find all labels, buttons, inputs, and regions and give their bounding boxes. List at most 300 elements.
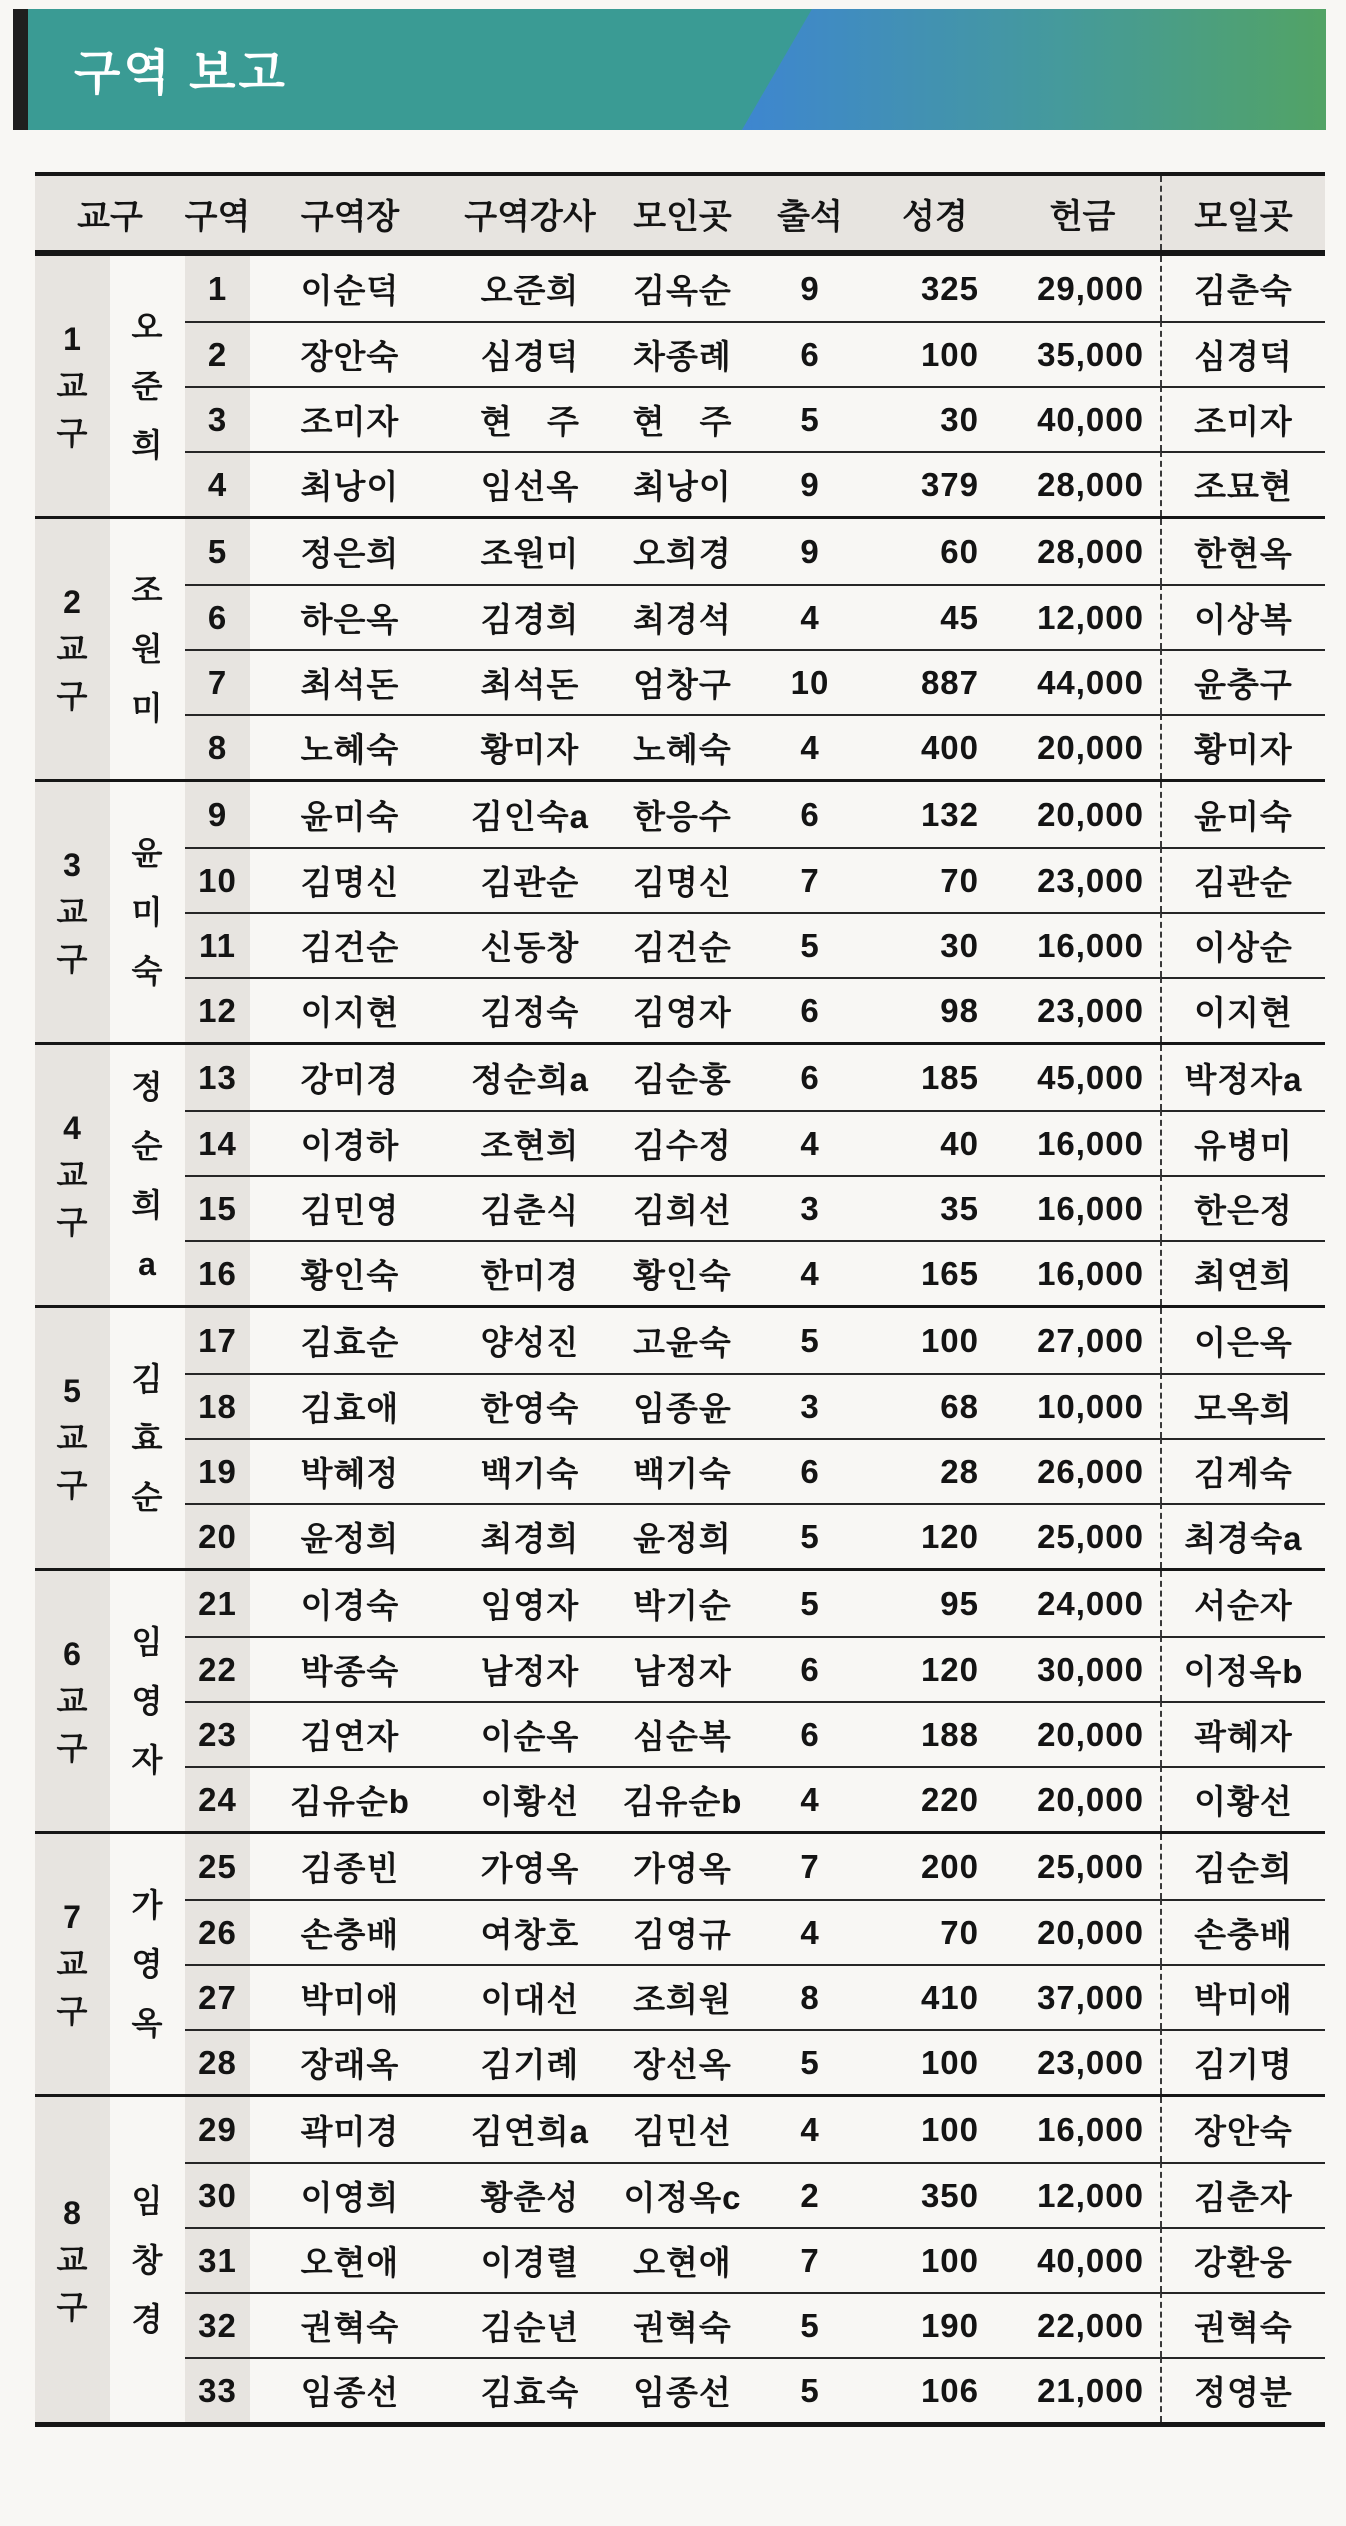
cell-district-leader: 강미경 bbox=[300, 1061, 400, 1098]
cell-district-no: 11 bbox=[185, 912, 250, 977]
col-header-attendance: 출석 bbox=[777, 197, 843, 236]
cell-district-no: 21 bbox=[185, 1571, 250, 1636]
cell-district-no: 30 bbox=[185, 2162, 250, 2227]
cell-attendance: 5 bbox=[800, 1321, 820, 1359]
cell-offering: 22,000 bbox=[1005, 2292, 1160, 2357]
cell-bible: 28 bbox=[865, 1438, 1005, 1503]
cell-bible: 132 bbox=[920, 795, 979, 833]
cell-district-no: 10 bbox=[185, 847, 250, 912]
cell-offering: 16,000 bbox=[1037, 2110, 1144, 2148]
cell-meeting-place: 임종선 bbox=[610, 2357, 755, 2422]
parish-label: 8 교 구 bbox=[35, 2097, 110, 2422]
cell-next-place: 이상순 bbox=[1160, 912, 1325, 977]
cell-bible: 379 bbox=[865, 451, 1005, 516]
cell-attendance: 4 bbox=[755, 1240, 865, 1305]
parish-label: 4 교 구 bbox=[35, 1045, 110, 1305]
cell-bible: 100 bbox=[865, 321, 1005, 386]
parish-group bbox=[35, 516, 1325, 779]
cell-district-teacher: 김경희 bbox=[450, 584, 610, 649]
cell-next-place: 서순자 bbox=[1160, 1571, 1325, 1636]
cell-district-teacher: 김기례 bbox=[450, 2029, 610, 2094]
cell-district-leader: 김유순b bbox=[250, 1766, 450, 1831]
cell-next-place: 김관순 bbox=[1160, 847, 1325, 912]
cell-offering: 26,000 bbox=[1005, 1438, 1160, 1503]
cell-district-leader: 김건순 bbox=[250, 912, 450, 977]
cell-district-leader: 최석돈 bbox=[250, 649, 450, 714]
col-header-next-place: 모일곳 bbox=[1160, 176, 1325, 250]
cell-bible: 70 bbox=[865, 1899, 1005, 1964]
cell-district-no: 13 bbox=[185, 1045, 250, 1110]
cell-attendance: 7 bbox=[755, 847, 865, 912]
cell-district-teacher: 양성진 bbox=[480, 1324, 580, 1361]
parish-label: 1 교 구 bbox=[35, 256, 110, 516]
cell-district-leader: 박미애 bbox=[250, 1964, 450, 2029]
cell-offering: 12,000 bbox=[1005, 2162, 1160, 2227]
cell-district-teacher: 현 주 bbox=[450, 386, 610, 451]
cell-district-leader: 이경숙 bbox=[300, 1587, 400, 1624]
parish-group bbox=[35, 779, 1325, 1042]
cell-next-place: 권혁숙 bbox=[1160, 2292, 1325, 2357]
cell-district-leader: 하은옥 bbox=[250, 584, 450, 649]
cell-bible: 120 bbox=[865, 1503, 1005, 1568]
col-header-bible: 성경 bbox=[902, 197, 968, 236]
cell-meeting-place: 차종례 bbox=[610, 321, 755, 386]
cell-district-teacher: 황미자 bbox=[450, 714, 610, 779]
cell-bible: 45 bbox=[865, 584, 1005, 649]
col-header-district-leader: 구역장 bbox=[300, 197, 400, 236]
cell-next-place: 한은정 bbox=[1160, 1175, 1325, 1240]
parish-group bbox=[35, 2094, 1325, 2422]
cell-offering: 10,000 bbox=[1005, 1373, 1160, 1438]
cell-district-leader: 권혁숙 bbox=[250, 2292, 450, 2357]
parish-leader-label: 임 창 경 bbox=[131, 2182, 164, 2337]
cell-meeting-place: 임종윤 bbox=[610, 1373, 755, 1438]
cell-district-no: 9 bbox=[185, 782, 250, 847]
cell-next-place: 이상복 bbox=[1160, 584, 1325, 649]
cell-next-place: 심경덕 bbox=[1160, 321, 1325, 386]
cell-district-teacher: 김효숙 bbox=[450, 2357, 610, 2422]
cell-meeting-place: 권혁숙 bbox=[610, 2292, 755, 2357]
cell-offering: 28,000 bbox=[1037, 532, 1144, 570]
cell-district-teacher: 심경덕 bbox=[450, 321, 610, 386]
cell-bible: 165 bbox=[865, 1240, 1005, 1305]
cell-district-teacher: 오준희 bbox=[480, 272, 580, 309]
cell-bible: 410 bbox=[865, 1964, 1005, 2029]
cell-district-no: 15 bbox=[185, 1175, 250, 1240]
cell-attendance: 6 bbox=[800, 1058, 820, 1096]
parish-leader-label: 임 영 자 bbox=[131, 1624, 164, 1778]
cell-district-no: 23 bbox=[185, 1701, 250, 1766]
parish-leader-label: 가 영 옥 bbox=[131, 1887, 164, 2041]
cell-attendance: 5 bbox=[755, 2357, 865, 2422]
cell-bible: 100 bbox=[920, 1321, 979, 1359]
cell-next-place: 장안숙 bbox=[1160, 2097, 1325, 2162]
parish-label: 2 교 구 bbox=[35, 519, 110, 779]
cell-district-leader: 김연자 bbox=[250, 1701, 450, 1766]
report-table bbox=[35, 172, 1325, 2427]
cell-district-leader: 박혜정 bbox=[250, 1438, 450, 1503]
cell-district-leader: 윤정희 bbox=[250, 1503, 450, 1568]
cell-district-teacher: 이경렬 bbox=[450, 2227, 610, 2292]
cell-meeting-place: 조희원 bbox=[610, 1964, 755, 2029]
cell-offering: 23,000 bbox=[1005, 2029, 1160, 2094]
cell-next-place: 이은옥 bbox=[1160, 1308, 1325, 1373]
cell-district-leader: 장래옥 bbox=[250, 2029, 450, 2094]
cell-meeting-place: 오현애 bbox=[610, 2227, 755, 2292]
cell-offering: 20,000 bbox=[1005, 1701, 1160, 1766]
cell-offering: 23,000 bbox=[1005, 977, 1160, 1042]
cell-bible: 60 bbox=[940, 532, 979, 570]
cell-district-leader: 이영희 bbox=[250, 2162, 450, 2227]
cell-next-place: 황미자 bbox=[1160, 714, 1325, 779]
cell-district-teacher: 황춘성 bbox=[450, 2162, 610, 2227]
cell-offering: 20,000 bbox=[1005, 714, 1160, 779]
cell-attendance: 4 bbox=[755, 1899, 865, 1964]
cell-district-no: 27 bbox=[185, 1964, 250, 2029]
cell-district-no: 17 bbox=[185, 1308, 250, 1373]
cell-district-leader: 이지현 bbox=[250, 977, 450, 1042]
cell-next-place: 이지현 bbox=[1160, 977, 1325, 1042]
cell-next-place: 이정옥b bbox=[1160, 1636, 1325, 1701]
scan-edge-strip bbox=[13, 9, 28, 130]
cell-next-place: 정영분 bbox=[1160, 2357, 1325, 2422]
cell-attendance: 8 bbox=[755, 1964, 865, 2029]
cell-meeting-place: 김옥순 bbox=[633, 272, 732, 309]
cell-attendance: 4 bbox=[755, 1766, 865, 1831]
cell-bible: 325 bbox=[920, 269, 979, 307]
cell-bible: 188 bbox=[865, 1701, 1005, 1766]
cell-meeting-place: 김영규 bbox=[610, 1899, 755, 1964]
cell-bible: 40 bbox=[865, 1110, 1005, 1175]
cell-district-teacher: 한영숙 bbox=[450, 1373, 610, 1438]
cell-district-teacher: 김관순 bbox=[450, 847, 610, 912]
cell-district-no: 7 bbox=[185, 649, 250, 714]
cell-district-leader: 황인숙 bbox=[250, 1240, 450, 1305]
cell-district-teacher: 최경희 bbox=[450, 1503, 610, 1568]
cell-meeting-place: 김민선 bbox=[633, 2113, 732, 2150]
cell-next-place: 조미자 bbox=[1160, 386, 1325, 451]
cell-meeting-place: 김순홍 bbox=[633, 1061, 732, 1098]
cell-next-place: 최연희 bbox=[1160, 1240, 1325, 1305]
cell-bible: 68 bbox=[865, 1373, 1005, 1438]
cell-meeting-place: 김유순b bbox=[610, 1766, 755, 1831]
cell-attendance: 6 bbox=[755, 977, 865, 1042]
cell-attendance: 5 bbox=[755, 2292, 865, 2357]
cell-district-teacher: 가영옥 bbox=[480, 1850, 580, 1887]
parish-leader-label: 오 준 희 bbox=[131, 309, 164, 463]
cell-next-place: 손충배 bbox=[1160, 1899, 1325, 1964]
cell-district-leader: 정은희 bbox=[300, 535, 400, 572]
cell-district-leader: 윤미숙 bbox=[300, 798, 400, 835]
cell-district-no: 22 bbox=[185, 1636, 250, 1701]
parish-label: 7 교 구 bbox=[35, 1834, 110, 2094]
cell-meeting-place: 윤정희 bbox=[610, 1503, 755, 1568]
cell-next-place: 김계숙 bbox=[1160, 1438, 1325, 1503]
parish-leader-label: 김 효 순 bbox=[131, 1361, 164, 1515]
cell-offering: 28,000 bbox=[1005, 451, 1160, 516]
cell-next-place: 최경숙a bbox=[1160, 1503, 1325, 1568]
cell-meeting-place: 김건순 bbox=[610, 912, 755, 977]
cell-district-no: 3 bbox=[185, 386, 250, 451]
cell-district-no: 19 bbox=[185, 1438, 250, 1503]
cell-attendance: 5 bbox=[755, 386, 865, 451]
cell-offering: 35,000 bbox=[1005, 321, 1160, 386]
cell-district-leader: 노혜숙 bbox=[250, 714, 450, 779]
cell-offering: 16,000 bbox=[1005, 1110, 1160, 1175]
cell-offering: 27,000 bbox=[1037, 1321, 1144, 1359]
cell-district-no: 8 bbox=[185, 714, 250, 779]
cell-district-no: 2 bbox=[185, 321, 250, 386]
cell-district-leader: 김효애 bbox=[250, 1373, 450, 1438]
cell-attendance: 4 bbox=[755, 1110, 865, 1175]
cell-meeting-place: 이정옥c bbox=[610, 2162, 755, 2227]
cell-district-leader: 김종빈 bbox=[300, 1850, 400, 1887]
cell-next-place: 윤충구 bbox=[1160, 649, 1325, 714]
cell-district-no: 28 bbox=[185, 2029, 250, 2094]
cell-district-leader: 오현애 bbox=[250, 2227, 450, 2292]
cell-next-place: 윤미숙 bbox=[1160, 782, 1325, 847]
cell-offering: 25,000 bbox=[1037, 1847, 1144, 1885]
cell-district-no: 20 bbox=[185, 1503, 250, 1568]
cell-district-no: 31 bbox=[185, 2227, 250, 2292]
cell-bible: 120 bbox=[865, 1636, 1005, 1701]
cell-meeting-place: 가영옥 bbox=[633, 1850, 732, 1887]
cell-district-leader: 김효순 bbox=[300, 1324, 400, 1361]
cell-district-leader: 최낭이 bbox=[250, 451, 450, 516]
cell-attendance: 9 bbox=[755, 451, 865, 516]
cell-meeting-place: 박기순 bbox=[633, 1587, 732, 1624]
cell-attendance: 2 bbox=[755, 2162, 865, 2227]
cell-district-no: 33 bbox=[185, 2357, 250, 2422]
cell-meeting-place: 현 주 bbox=[610, 386, 755, 451]
cell-district-teacher: 이대선 bbox=[450, 1964, 610, 2029]
cell-offering: 40,000 bbox=[1005, 386, 1160, 451]
parish-group bbox=[35, 1305, 1325, 1568]
cell-district-teacher: 임영자 bbox=[480, 1587, 580, 1624]
cell-bible: 30 bbox=[865, 912, 1005, 977]
cell-offering: 16,000 bbox=[1005, 1175, 1160, 1240]
cell-district-leader: 김명신 bbox=[250, 847, 450, 912]
cell-next-place: 유병미 bbox=[1160, 1110, 1325, 1175]
cell-bible: 350 bbox=[865, 2162, 1005, 2227]
cell-next-place: 김순희 bbox=[1160, 1834, 1325, 1899]
cell-meeting-place: 노혜숙 bbox=[610, 714, 755, 779]
cell-attendance: 6 bbox=[755, 321, 865, 386]
cell-attendance: 3 bbox=[755, 1175, 865, 1240]
cell-district-no: 4 bbox=[185, 451, 250, 516]
cell-bible: 106 bbox=[865, 2357, 1005, 2422]
cell-district-no: 24 bbox=[185, 1766, 250, 1831]
cell-district-teacher: 이순옥 bbox=[450, 1701, 610, 1766]
cell-district-teacher: 조현희 bbox=[450, 1110, 610, 1175]
cell-meeting-place: 장선옥 bbox=[610, 2029, 755, 2094]
cell-offering: 20,000 bbox=[1005, 1766, 1160, 1831]
parish-group bbox=[35, 1042, 1325, 1305]
cell-bible: 100 bbox=[865, 2029, 1005, 2094]
parish-leader-label: 윤 미 숙 bbox=[131, 835, 164, 989]
cell-next-place: 김춘숙 bbox=[1160, 256, 1325, 321]
cell-meeting-place: 김수정 bbox=[610, 1110, 755, 1175]
cell-attendance: 7 bbox=[755, 2227, 865, 2292]
cell-offering: 21,000 bbox=[1005, 2357, 1160, 2422]
cell-meeting-place: 황인숙 bbox=[610, 1240, 755, 1305]
col-header-meeting-place: 모인곳 bbox=[633, 197, 732, 236]
cell-next-place: 박미애 bbox=[1160, 1964, 1325, 2029]
cell-offering: 40,000 bbox=[1005, 2227, 1160, 2292]
cell-meeting-place: 백기숙 bbox=[610, 1438, 755, 1503]
parish-group bbox=[35, 253, 1325, 516]
cell-district-no: 18 bbox=[185, 1373, 250, 1438]
cell-attendance: 5 bbox=[755, 912, 865, 977]
cell-offering: 16,000 bbox=[1005, 912, 1160, 977]
cell-next-place: 모옥희 bbox=[1160, 1373, 1325, 1438]
col-header-parish: 교구 bbox=[77, 197, 143, 236]
cell-attendance: 4 bbox=[755, 584, 865, 649]
cell-bible: 35 bbox=[865, 1175, 1005, 1240]
cell-next-place: 이황선 bbox=[1160, 1766, 1325, 1831]
cell-district-leader: 임종선 bbox=[250, 2357, 450, 2422]
cell-attendance: 4 bbox=[800, 2110, 820, 2148]
cell-offering: 23,000 bbox=[1005, 847, 1160, 912]
page-title: 구역 보고 bbox=[74, 46, 288, 100]
cell-bible: 887 bbox=[865, 649, 1005, 714]
cell-meeting-place: 엄창구 bbox=[610, 649, 755, 714]
cell-offering: 24,000 bbox=[1037, 1584, 1144, 1622]
cell-meeting-place: 고윤숙 bbox=[633, 1324, 732, 1361]
cell-meeting-place: 한응수 bbox=[633, 798, 732, 835]
cell-district-leader: 김민영 bbox=[250, 1175, 450, 1240]
cell-attendance: 7 bbox=[800, 1847, 820, 1885]
cell-next-place: 한현옥 bbox=[1160, 519, 1325, 584]
cell-meeting-place: 최낭이 bbox=[610, 451, 755, 516]
cell-meeting-place: 김명신 bbox=[610, 847, 755, 912]
cell-bible: 98 bbox=[865, 977, 1005, 1042]
cell-district-no: 32 bbox=[185, 2292, 250, 2357]
cell-district-leader: 손충배 bbox=[250, 1899, 450, 1964]
cell-bible: 95 bbox=[940, 1584, 979, 1622]
cell-next-place: 조묘현 bbox=[1160, 451, 1325, 516]
cell-next-place: 박정자a bbox=[1160, 1045, 1325, 1110]
cell-bible: 190 bbox=[865, 2292, 1005, 2357]
cell-offering: 30,000 bbox=[1005, 1636, 1160, 1701]
cell-attendance: 3 bbox=[755, 1373, 865, 1438]
cell-bible: 100 bbox=[865, 2227, 1005, 2292]
cell-district-no: 16 bbox=[185, 1240, 250, 1305]
cell-bible: 100 bbox=[920, 2110, 979, 2148]
cell-district-teacher: 정순희a bbox=[471, 1061, 589, 1098]
cell-district-teacher: 이황선 bbox=[450, 1766, 610, 1831]
cell-district-no: 12 bbox=[185, 977, 250, 1042]
cell-attendance: 5 bbox=[755, 1503, 865, 1568]
cell-attendance: 10 bbox=[755, 649, 865, 714]
cell-district-no: 14 bbox=[185, 1110, 250, 1175]
cell-attendance: 4 bbox=[755, 714, 865, 779]
cell-offering: 20,000 bbox=[1037, 795, 1144, 833]
cell-offering: 25,000 bbox=[1005, 1503, 1160, 1568]
parish-label: 6 교 구 bbox=[35, 1571, 110, 1831]
cell-district-teacher: 김순년 bbox=[450, 2292, 610, 2357]
cell-district-no: 6 bbox=[185, 584, 250, 649]
cell-district-teacher: 김정숙 bbox=[450, 977, 610, 1042]
parish-group bbox=[35, 1568, 1325, 1831]
banner-gradient-shape bbox=[742, 9, 1326, 130]
col-header-district-teacher: 구역강사 bbox=[464, 197, 596, 236]
cell-district-teacher: 최석돈 bbox=[450, 649, 610, 714]
cell-offering: 29,000 bbox=[1037, 269, 1144, 307]
cell-district-no: 26 bbox=[185, 1899, 250, 1964]
parish-label: 5 교 구 bbox=[35, 1308, 110, 1568]
cell-attendance: 6 bbox=[755, 1636, 865, 1701]
cell-meeting-place: 심순복 bbox=[610, 1701, 755, 1766]
cell-next-place: 곽혜자 bbox=[1160, 1701, 1325, 1766]
cell-district-no: 5 bbox=[185, 519, 250, 584]
cell-bible: 220 bbox=[865, 1766, 1005, 1831]
cell-offering: 37,000 bbox=[1005, 1964, 1160, 2029]
cell-attendance: 6 bbox=[800, 795, 820, 833]
parish-label: 3 교 구 bbox=[35, 782, 110, 1042]
cell-district-no: 1 bbox=[185, 256, 250, 321]
cell-bible: 400 bbox=[865, 714, 1005, 779]
cell-bible: 30 bbox=[865, 386, 1005, 451]
page-banner bbox=[28, 9, 1326, 130]
cell-meeting-place: 최경석 bbox=[610, 584, 755, 649]
cell-offering: 20,000 bbox=[1005, 1899, 1160, 1964]
cell-next-place: 김춘자 bbox=[1160, 2162, 1325, 2227]
parish-group bbox=[35, 1831, 1325, 2094]
cell-next-place: 강환웅 bbox=[1160, 2227, 1325, 2292]
cell-attendance: 9 bbox=[800, 532, 820, 570]
cell-meeting-place: 오희경 bbox=[633, 535, 732, 572]
cell-district-leader: 조미자 bbox=[250, 386, 450, 451]
cell-offering: 44,000 bbox=[1005, 649, 1160, 714]
cell-district-teacher: 신동창 bbox=[450, 912, 610, 977]
cell-attendance: 5 bbox=[800, 1584, 820, 1622]
cell-offering: 16,000 bbox=[1005, 1240, 1160, 1305]
cell-district-no: 29 bbox=[185, 2097, 250, 2162]
col-header-district: 구역 bbox=[184, 197, 251, 236]
cell-district-no: 25 bbox=[185, 1834, 250, 1899]
cell-district-teacher: 김연희a bbox=[471, 2113, 589, 2150]
cell-offering: 45,000 bbox=[1037, 1058, 1144, 1096]
cell-meeting-place: 김희선 bbox=[610, 1175, 755, 1240]
cell-district-teacher: 여창호 bbox=[450, 1899, 610, 1964]
cell-attendance: 5 bbox=[755, 2029, 865, 2094]
cell-district-teacher: 임선옥 bbox=[450, 451, 610, 516]
cell-bible: 185 bbox=[920, 1058, 979, 1096]
table-header-row bbox=[35, 176, 1325, 253]
cell-bible: 70 bbox=[865, 847, 1005, 912]
cell-district-leader: 장안숙 bbox=[250, 321, 450, 386]
cell-meeting-place: 김영자 bbox=[610, 977, 755, 1042]
cell-district-leader: 이경하 bbox=[250, 1110, 450, 1175]
cell-district-teacher: 김춘식 bbox=[450, 1175, 610, 1240]
col-header-offering: 헌금 bbox=[1049, 197, 1116, 236]
cell-bible: 200 bbox=[920, 1847, 979, 1885]
cell-district-teacher: 남정자 bbox=[450, 1636, 610, 1701]
cell-district-teacher: 한미경 bbox=[450, 1240, 610, 1305]
parish-leader-label: 조 원 미 bbox=[131, 572, 164, 726]
cell-meeting-place: 남정자 bbox=[610, 1636, 755, 1701]
cell-next-place: 김기명 bbox=[1160, 2029, 1325, 2094]
cell-district-leader: 박종숙 bbox=[250, 1636, 450, 1701]
cell-district-teacher: 김인숙a bbox=[471, 798, 589, 835]
cell-attendance: 6 bbox=[755, 1438, 865, 1503]
cell-district-leader: 이순덕 bbox=[300, 272, 400, 309]
cell-district-teacher: 백기숙 bbox=[450, 1438, 610, 1503]
cell-district-leader: 곽미경 bbox=[300, 2113, 400, 2150]
cell-district-teacher: 조원미 bbox=[480, 535, 580, 572]
cell-offering: 12,000 bbox=[1005, 584, 1160, 649]
